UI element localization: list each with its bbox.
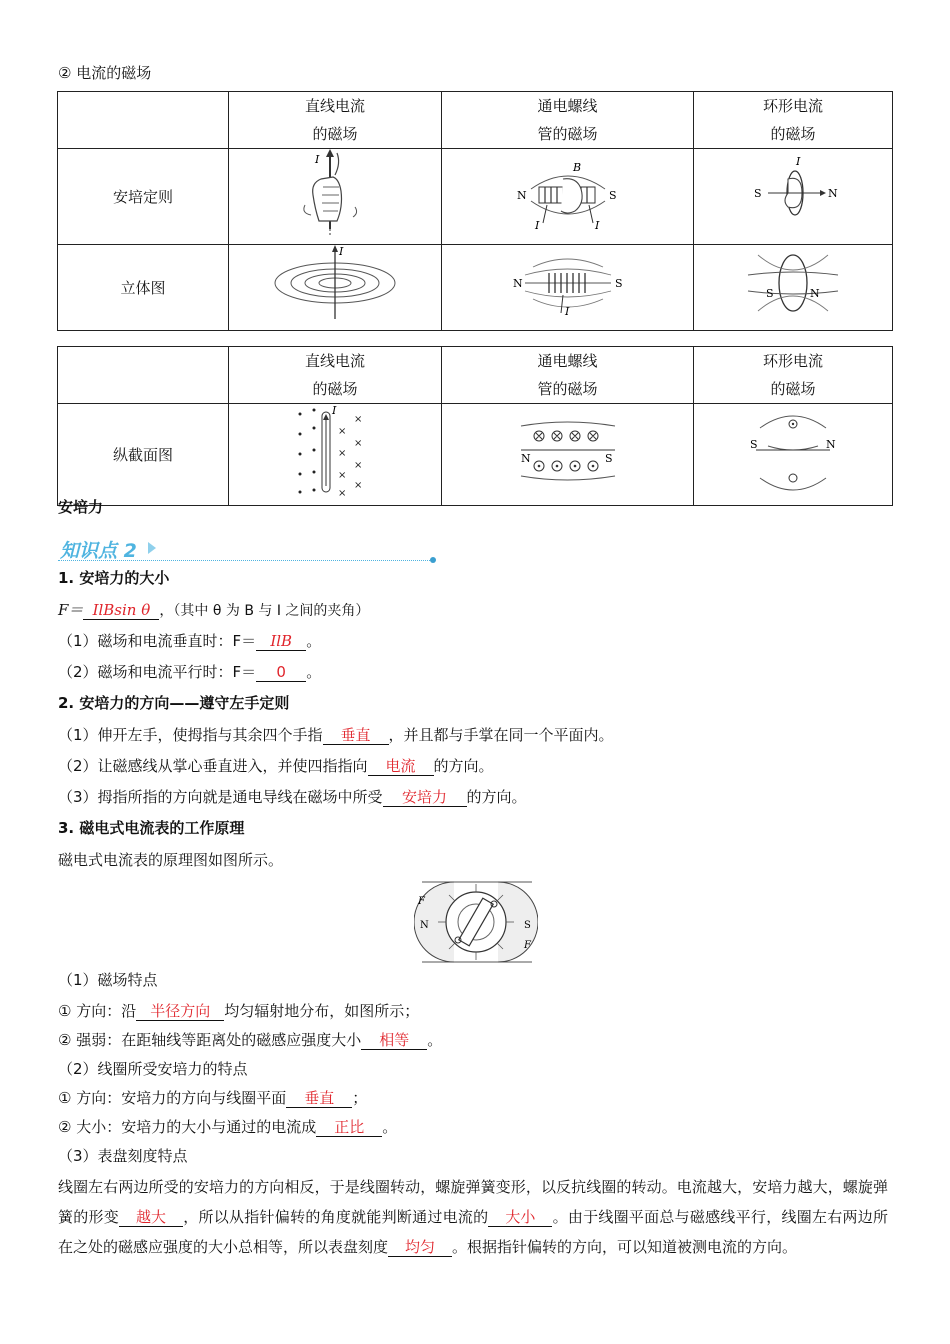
answer-blank: 半径方向 (136, 1002, 224, 1021)
section-title: 安培力 (58, 498, 104, 516)
statement: ② 强弱：在距轴线等距离处的磁感应强度大小 相等 。 (58, 1031, 443, 1049)
svg-text:N: N (828, 187, 838, 200)
badge-underline (58, 560, 432, 561)
answer-blank: 垂直 (286, 1089, 352, 1108)
answer-blank: 垂直 (323, 726, 389, 745)
svg-text:B: B (572, 161, 581, 174)
svg-text:×: × (338, 448, 347, 459)
straight-section-diagram (229, 404, 442, 506)
svg-text:×: × (354, 438, 363, 449)
svg-text:F: F (524, 940, 531, 951)
header-straight: 直线电流 的磁场 (229, 92, 442, 149)
header-blank (58, 347, 229, 404)
svg-text:N: N (520, 452, 531, 465)
knowledge-badge (58, 534, 438, 564)
cross-section-table (57, 346, 893, 506)
scale-paragraph: 线圈左右两边所受的安培力的方向相反，于是线圈转动，螺旋弹簧变形，以反抗线圈的转动。电流越大，安培力越大，螺旋弹簧的形变 越大 ，所以从指针偏转的角度就能判断通过电流的 大小 。由于线圈平面总与磁感线平行，线圈左右两边所在之处的磁感应强度的大小总相等，所以表盘刻度 均匀 。根据指针偏转的方向，可以知道被测电流的方向。 (58, 1178, 888, 1256)
svg-text:I: I (332, 404, 337, 417)
formula-answer: IlBsin θ (83, 601, 159, 620)
svg-text:F: F (418, 896, 425, 907)
svg-text:×: × (338, 470, 347, 481)
answer-blank: IlB (256, 632, 306, 651)
answer-blank: 安培力 (383, 788, 467, 807)
answer-blank: 正比 (316, 1118, 382, 1137)
statement: ① 方向：沿 半径方向 均匀辐射地分布，如图所示； (58, 1002, 420, 1020)
header-straight: 直线电流 的磁场 (229, 347, 442, 404)
header-ring: 环形电流 的磁场 (694, 347, 893, 404)
header-solenoid: 通电螺线 管的磁场 (442, 92, 694, 149)
header-blank (58, 92, 229, 149)
answer-blank: 均匀 (388, 1238, 452, 1257)
solenoid-hand-diagram (442, 149, 694, 245)
answer-blank: 电流 (368, 757, 434, 776)
ring-section-diagram (694, 404, 893, 506)
svg-text:N: N (516, 189, 527, 202)
svg-text:N: N (810, 287, 820, 300)
answer-blank: 越大 (119, 1208, 183, 1227)
svg-text:I: I (594, 219, 599, 232)
intro-label: ② 电流的磁场 (58, 64, 152, 82)
table-row (58, 404, 893, 506)
svg-text:×: × (338, 488, 347, 496)
svg-text:×: × (338, 426, 347, 437)
svg-text:I: I (339, 245, 344, 258)
ring-hand-diagram (694, 149, 893, 245)
header-ring: 环形电流 的磁场 (694, 92, 893, 149)
badge-label: 知识点 2 (60, 540, 137, 562)
table-row (58, 245, 893, 331)
row-label-ampere-rule: 安培定则 (58, 149, 229, 245)
statement: ① 方向：安培力的方向与线圈平面 垂直 ； (58, 1089, 368, 1107)
row-label-cross-section: 纵截面图 (58, 404, 229, 506)
svg-text:S: S (614, 277, 623, 290)
svg-text:N: N (512, 277, 523, 290)
svg-text:N: N (420, 920, 429, 931)
svg-text:N: N (826, 438, 836, 451)
answer-blank: 0 (256, 663, 306, 682)
answer-blank: 相等 (361, 1031, 427, 1050)
ammeter-diagram (414, 878, 538, 966)
svg-text:×: × (354, 460, 363, 471)
ammeter-intro: 磁电式电流表的原理图如图所示。 (58, 851, 284, 869)
straight-3d-diagram (229, 245, 442, 331)
svg-text:S: S (750, 438, 758, 451)
sub-heading: （2）线圈所受安培力的特点 (58, 1060, 248, 1078)
svg-text:×: × (354, 480, 363, 491)
wire-current-label: I (315, 153, 320, 166)
table-row (58, 149, 893, 245)
sub-heading: （1）磁场特点 (58, 971, 158, 989)
statement: （2）让磁感线从掌心垂直进入，并使四指指向 电流 的方向。 (58, 757, 494, 775)
solenoid-3d-diagram (442, 245, 694, 331)
svg-text:I: I (564, 305, 569, 318)
badge-dot (430, 557, 436, 563)
statement: ② 大小：安培力的大小与通过的电流成 正比 。 (58, 1118, 398, 1136)
sub-heading: （3）表盘刻度特点 (58, 1147, 188, 1165)
heading-magnitude: 1. 安培力的大小 (58, 569, 170, 587)
svg-text:S: S (754, 187, 762, 200)
current-field-table (57, 91, 893, 331)
svg-text:×: × (354, 414, 363, 425)
heading-ammeter: 3. 磁电式电流表的工作原理 (58, 819, 245, 837)
header-solenoid: 通电螺线 管的磁场 (442, 347, 694, 404)
table-header-row (58, 347, 893, 404)
svg-text:I: I (534, 219, 539, 232)
solenoid-section-diagram (442, 404, 694, 506)
row-label-3d: 立体图 (58, 245, 229, 331)
statement: （1）磁场和电流垂直时：F＝ IlB 。 (58, 632, 322, 650)
svg-text:S: S (766, 287, 774, 300)
table-header-row (58, 92, 893, 149)
answer-blank: 大小 (488, 1208, 552, 1227)
statement: （1）伸开左手，使拇指与其余四个手指 垂直 ，并且都与手掌在同一个平面内。 (58, 726, 614, 744)
straight-hand-diagram (229, 149, 442, 245)
svg-text:S: S (604, 452, 613, 465)
heading-direction: 2. 安培力的方向——遵守左手定则 (58, 694, 290, 712)
svg-text:S: S (608, 189, 617, 202)
svg-text:S: S (524, 920, 531, 931)
ring-3d-diagram (694, 245, 893, 331)
badge-arrow-icon (146, 541, 158, 555)
statement: （2）磁场和电流平行时：F＝ 0 。 (58, 663, 322, 681)
svg-text:I: I (796, 155, 801, 168)
formula-line: F＝ IlBsin θ ，（其中 θ 为 B 与 I 之间的夹角） (58, 601, 370, 619)
statement: （3）拇指所指的方向就是通电导线在磁场中所受 安培力 的方向。 (58, 788, 527, 806)
